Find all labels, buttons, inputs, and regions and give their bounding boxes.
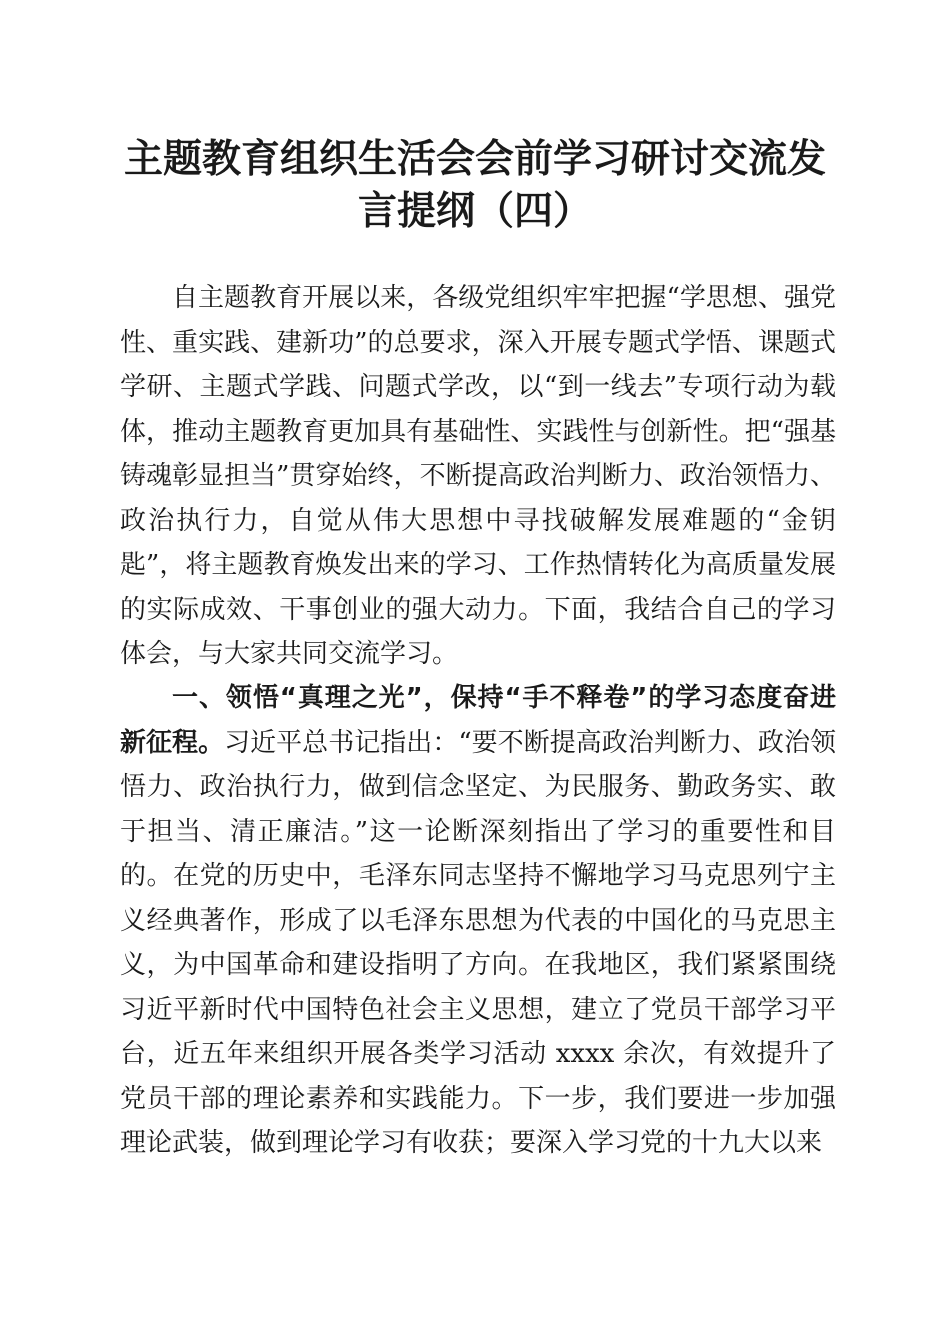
section-1-heading: 一、领悟“真理之光”，保持“手不释卷”的学习态度奋进新征程。 (120, 683, 836, 758)
section-1-body: 习近平总书记指出：“要不断提高政治判断力、政治领悟力、政治执行力，做到信念坚定、为民服务、勤政务实、敢于担当、清正廉洁。”这一论断深刻指出了学习的重要性和目的。在党的历史中，毛泽东同志坚持不懈地学习马克思列宁主义经典著作，形成了以毛泽东思想为代表的中国化的马克思主义，为中国革命和建设指明了方向。在我地区，我们紧紧围绕习近平新时代中国特色社会主义思想，建立了党员干部学习平台，近五年来组织开展各类学习活动 xxxx 余次，有效提升了党员干部的理论素养和实践能力。下一步，我们要进一步加强理论武装，做到理论学习有收获；要深入学习党的十九大以来 (120, 727, 836, 1158)
document-title: 主题教育组织生活会会前学习研讨交流发言提纲（四） (123, 136, 826, 234)
intro-paragraph: 自主题教育开展以来，各级党组织牢牢把握“学思想、强党性、重实践、建新功”的总要求，深入开展专题式学悟、课题式学研、主题式学践、问题式学改，以“到一线去”专项行动为载体，推动主题教育更加具有基础性、实践性与创新性。把“强基铸魂彰显担当”贯穿始终，不断提高政治判断力、政治领悟力、政治执行力，自觉从伟大思想中寻找破解发展难题的“金钥匙”，将主题教育焕发出来的学习、工作热情转化为高质量发展的实际成效、干事创业的强大动力。下面，我结合自己的学习体会，与大家共同交流学习。 (120, 283, 836, 669)
section-1-paragraph (120, 676, 836, 1166)
